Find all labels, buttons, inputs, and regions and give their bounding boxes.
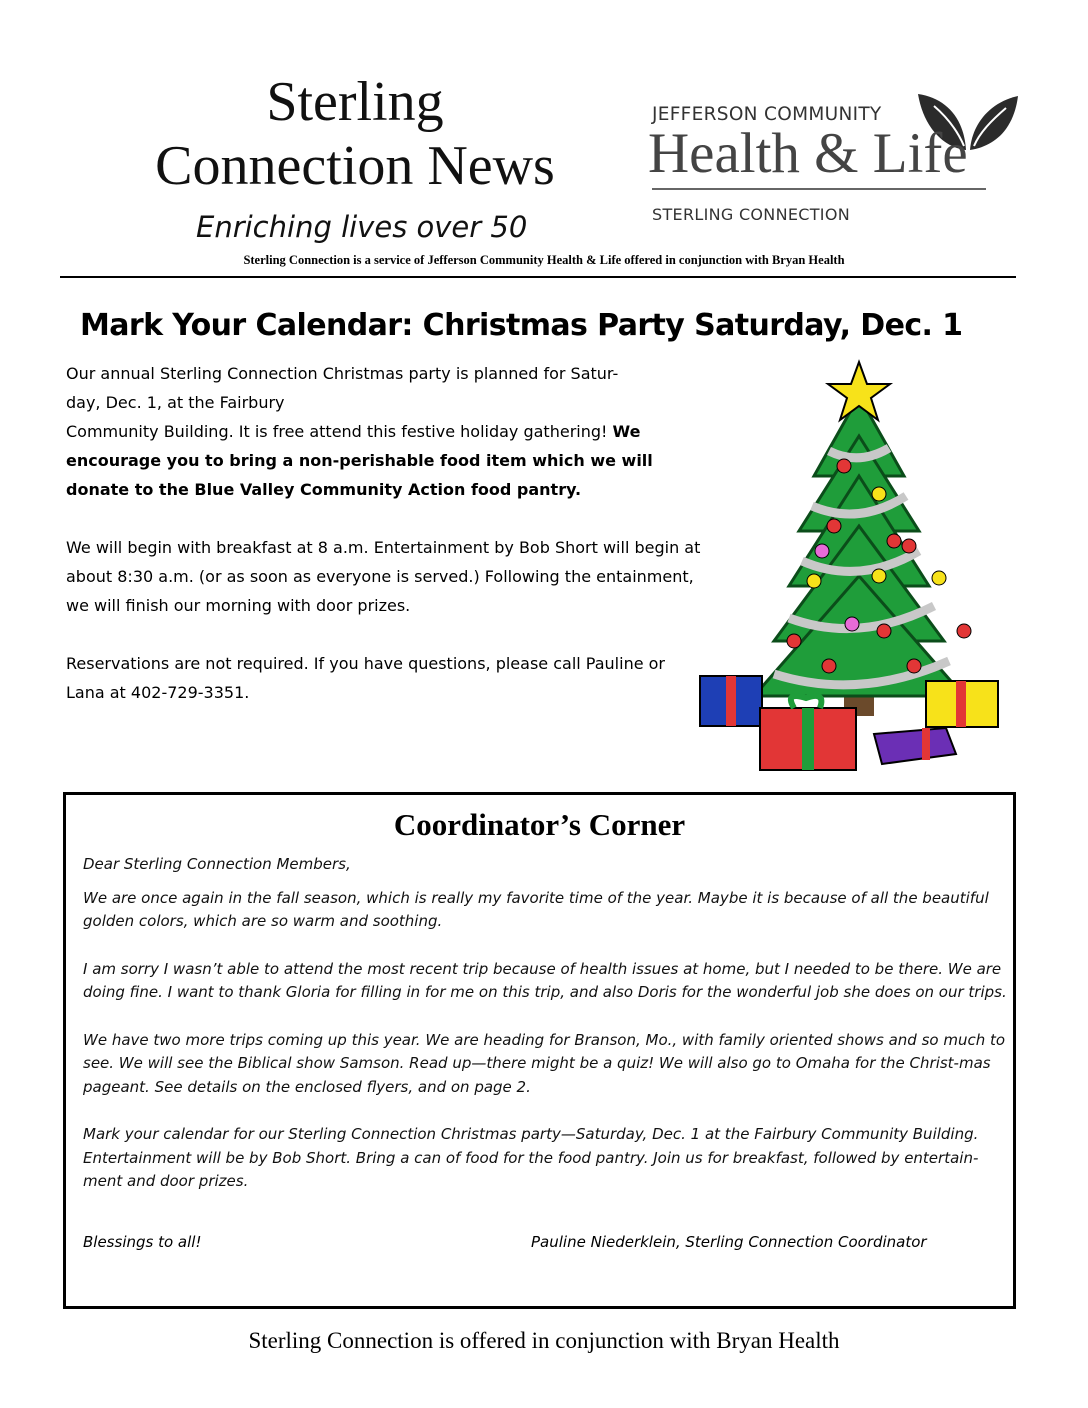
corner-signoff-row (83, 1233, 977, 1251)
header-divider (60, 276, 1016, 278)
service-statement: Sterling Connection is a service of Jefferson Community Health & Life offered in conjunction with Bryan Health (243, 253, 845, 267)
party-headline: Mark Your Calendar: Christmas Party Saturday, Dec. 1 (80, 308, 963, 343)
logo-divider (652, 188, 986, 190)
corner-paragraph: We are once again in the fall season, which is really my favorite time of the year. Maybe it is because of all the beautiful golden colors, which are so warm and soothing. (83, 888, 989, 930)
christmas-tree-icon (694, 356, 1024, 776)
newsletter-title (100, 70, 610, 198)
party-paragraph-2: We will begin with breakfast at 8 a.m. Entertainment by Bob Short will begin at about 8:30 a.m. (or as soon as everyone is served.) Following the entainment, we will finish our morning with door prizes. (66, 538, 701, 615)
logo-sub-text: STERLING CONNECTION (652, 205, 850, 224)
newsletter-title-line1: Sterling (266, 71, 444, 133)
tagline: Enriching lives over 50 (196, 210, 528, 244)
health-and-life-logo (648, 88, 1028, 238)
party-p1-line3: Community Building. It is free attend this festive holiday gathering! (66, 422, 608, 441)
party-p1-line2: day, Dec. 1, at the Fairbury (66, 393, 285, 412)
party-p1-line1: Our annual Sterling Connection Christmas party is planned for Satur- (66, 364, 619, 383)
logo-top-text: JEFFERSON COMMUNITY (652, 104, 882, 125)
corner-paragraph: We have two more trips coming up this year. We are heading for Branson, Mo., with family oriented shows and so much to see. We will see the Biblical show Samson. Read up—there might be a quiz! We will also go to Omaha for the Christ-mas pageant. See details on the enclosed flyers, and on page 2. (83, 1030, 1006, 1096)
corner-signature: Pauline Niederklein, Sterling Connection Coordinator (531, 1233, 927, 1251)
party-paragraph-3: Reservations are not required. If you have questions, please call Pauline or Lana at 402-729-3351. (66, 654, 665, 702)
corner-body (83, 853, 1008, 1218)
newsletter-title-line2: Connection News (155, 135, 555, 197)
corner-paragraph: Mark your calendar for our Sterling Connection Christmas party—Saturday, Dec. 1 at the Fairbury Community Building. Entertainment will be by Bob Short. Bring a can of food for the food pantry. Join us for breakfast, followed by entertain-ment and door prizes. (83, 1125, 979, 1190)
footer-note: Sterling Connection is offered in conjunction with Bryan Health (248, 1328, 840, 1353)
corner-title: Coordinator’s Corner (393, 807, 686, 842)
corner-greeting: Dear Sterling Connection Members, (83, 855, 351, 873)
logo-main-text: Health & Life (648, 122, 968, 185)
corner-signoff: Blessings to all! (83, 1233, 202, 1251)
corner-paragraph: I am sorry I wasn’t able to attend the most recent trip because of health issues at home, but I needed to be there. We are doing fine. I want to thank Gloria for filling in for me on this trip, and also Doris for the wonderful job she does on our trips. (83, 959, 1007, 1001)
party-food-drive-note: We encourage you to bring a non-perishable food item which we will donate to the Blue Valley Community Action food pantry. (66, 422, 653, 499)
party-paragraph-1 (66, 359, 702, 504)
coordinators-corner (63, 792, 1016, 1309)
party-article (66, 359, 702, 736)
